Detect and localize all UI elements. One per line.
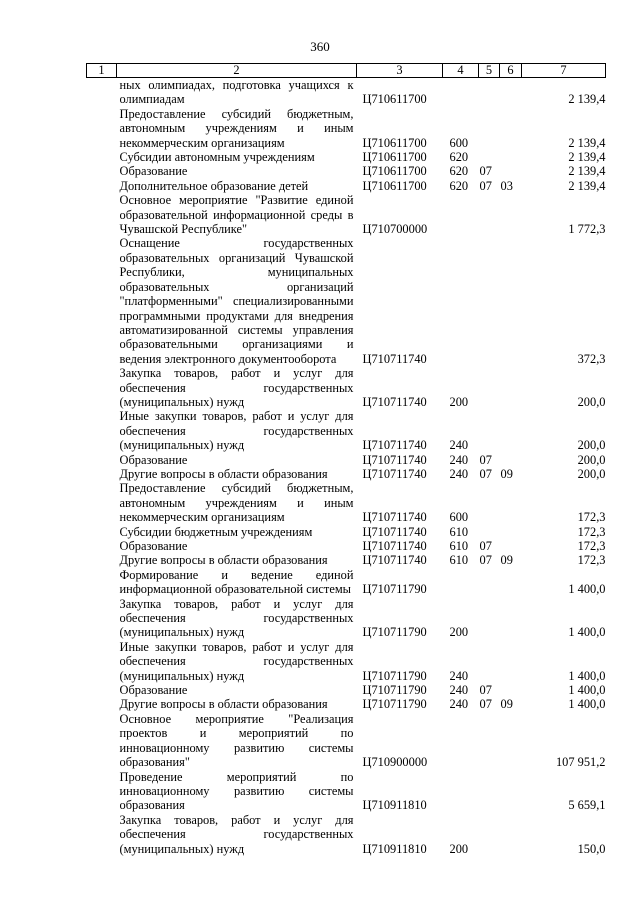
- row-name: Формирование и ведение единой информационной образовательной системы: [119, 567, 354, 597]
- row-section: [479, 525, 500, 539]
- row-number-cell: [87, 813, 117, 856]
- row-name: Основное мероприятие "Развитие единой образовательной информационной среды в Чувашской Республике": [119, 193, 354, 237]
- row-number-cell: [87, 409, 117, 452]
- row-name: Субсидии бюджетным учреждениям: [119, 524, 313, 539]
- row-code: Ц710611700: [362, 150, 427, 165]
- row-subsection: [500, 164, 522, 178]
- row-number-cell: [87, 770, 117, 813]
- row-name: Дополнительное образование детей: [119, 178, 309, 193]
- row-expense-type: 240: [449, 668, 469, 683]
- row-name: Иные закупки товаров, работ и услуг для обеспечения государственных (муниципальных) нужд: [119, 639, 354, 683]
- row-name: Проведение мероприятий по инновационному развитию системы образования: [119, 769, 354, 813]
- row-expense-type: 610: [449, 539, 469, 553]
- row-number-cell: [87, 107, 117, 150]
- row-number-cell: [87, 366, 117, 409]
- row-amount: 200,0: [577, 394, 606, 409]
- row-name: Закупка товаров, работ и услуг для обеспечения государственных (муниципальных) нужд: [119, 596, 354, 640]
- row-section: [479, 481, 500, 524]
- row-subsection: [500, 568, 522, 597]
- column-header: 1: [87, 64, 117, 78]
- column-header: 4: [443, 64, 479, 78]
- column-number-header: [87, 64, 606, 78]
- row-section: [479, 366, 500, 409]
- row-section: [479, 193, 500, 236]
- row-code: Ц710711790: [362, 582, 427, 597]
- table-row: [87, 539, 606, 553]
- row-amount: 107 951,2: [555, 755, 606, 770]
- row-amount: 172,3: [577, 539, 606, 553]
- row-expense-type: [443, 78, 479, 107]
- row-amount: 200,0: [577, 452, 606, 467]
- row-number-cell: [87, 712, 117, 770]
- row-name: Образование: [119, 683, 188, 698]
- row-expense-type: 240: [449, 452, 469, 467]
- row-expense-type: [443, 568, 479, 597]
- row-name: Другие вопросы в области образования: [119, 466, 328, 481]
- row-amount: 200,0: [577, 438, 606, 453]
- row-code: Ц710900000: [362, 755, 428, 770]
- row-expense-type: 240: [449, 683, 469, 698]
- row-expense-type: 600: [449, 510, 469, 525]
- row-section: [479, 150, 500, 164]
- row-subsection: [500, 640, 522, 683]
- row-amount: 2 139,4: [568, 164, 606, 179]
- row-subsection: [500, 770, 522, 813]
- row-amount: 200,0: [577, 466, 606, 481]
- table-row: [87, 697, 606, 711]
- table-row: [87, 525, 606, 539]
- row-code: Ц710611700: [362, 135, 427, 150]
- row-number-cell: [87, 236, 117, 366]
- row-subsection: 09: [500, 697, 513, 712]
- row-code: Ц710711740: [362, 510, 427, 525]
- table-row: [87, 150, 606, 164]
- row-amount: 2 139,4: [568, 178, 606, 193]
- row-expense-type: [443, 770, 479, 813]
- row-expense-type: [443, 712, 479, 770]
- row-subsection: [500, 813, 522, 856]
- table-row: [87, 107, 606, 150]
- row-code: Ц710711740: [362, 438, 427, 453]
- row-name: Иные закупки товаров, работ и услуг для обеспечения государственных (муниципальных) нужд: [119, 409, 354, 453]
- row-number-cell: [87, 568, 117, 597]
- row-name: Другие вопросы в области образования: [119, 553, 328, 568]
- row-section: 07: [479, 452, 492, 467]
- row-amount: 1 400,0: [568, 625, 606, 640]
- row-code: Ц710611700: [362, 92, 427, 107]
- table-row: [87, 193, 606, 236]
- row-code: Ц710711740: [362, 452, 427, 467]
- row-code: Ц710611700: [362, 178, 427, 193]
- row-subsection: [500, 712, 522, 770]
- row-expense-type: 240: [449, 466, 469, 481]
- row-number-cell: [87, 150, 117, 164]
- row-expense-type: [443, 193, 479, 236]
- table-row: [87, 813, 606, 856]
- column-header: 5: [479, 64, 500, 78]
- row-subsection: [500, 409, 522, 452]
- row-subsection: [500, 525, 522, 539]
- row-name: Другие вопросы в области образования: [119, 697, 328, 712]
- table-row: [87, 236, 606, 366]
- row-number-cell: [87, 164, 117, 178]
- row-amount: 372,3: [577, 351, 606, 366]
- row-expense-type: 240: [449, 438, 469, 453]
- row-code: Ц710711790: [362, 683, 427, 698]
- row-number-cell: [87, 525, 117, 539]
- row-section: 07: [479, 178, 492, 193]
- row-code: Ц710711790: [362, 697, 427, 712]
- row-number-cell: [87, 539, 117, 553]
- table-row: [87, 164, 606, 178]
- table-row: [87, 597, 606, 640]
- row-amount: 150,0: [577, 841, 606, 856]
- table-row: [87, 481, 606, 524]
- row-section: 07: [479, 466, 492, 481]
- row-expense-type: 200: [449, 394, 469, 409]
- row-section: [479, 712, 500, 770]
- table-row: [87, 712, 606, 770]
- row-amount: 172,3: [577, 524, 606, 539]
- row-subsection: [500, 78, 522, 107]
- row-number-cell: [87, 78, 117, 107]
- row-expense-type: 200: [449, 841, 469, 856]
- row-subsection: [500, 107, 522, 150]
- page-number: 360: [310, 39, 330, 54]
- row-code: Ц710911810: [362, 798, 427, 813]
- row-code: Ц710711740: [362, 539, 427, 553]
- row-code: Ц710711790: [362, 625, 427, 640]
- row-subsection: [500, 150, 522, 164]
- row-amount: 1 400,0: [568, 683, 606, 698]
- row-name: Образование: [119, 539, 188, 553]
- row-name: Образование: [119, 452, 188, 467]
- table-row: [87, 770, 606, 813]
- table-row: [87, 467, 606, 481]
- row-amount: 5 659,1: [568, 798, 606, 813]
- row-section: 07: [479, 697, 492, 712]
- row-name: Основное мероприятие "Реализация проектов и мероприятий по инновационному развитию системы образования": [119, 711, 354, 770]
- row-name: Субсидии автономным учреждениям: [119, 150, 315, 165]
- table-row: [87, 179, 606, 193]
- row-amount: 1 772,3: [568, 222, 606, 237]
- row-subsection: [500, 453, 522, 467]
- row-amount: 1 400,0: [568, 697, 606, 712]
- table-row: [87, 366, 606, 409]
- row-amount: 2 139,4: [568, 135, 606, 150]
- row-number-cell: [87, 597, 117, 640]
- row-name: Закупка товаров, работ и услуг для обеспечения государственных (муниципальных) нужд: [119, 812, 354, 856]
- table-row: [87, 409, 606, 452]
- row-name: Предоставление субсидий бюджетным, автономным учреждениям и иным некоммерческим организациям: [119, 481, 354, 525]
- table-row: [87, 453, 606, 467]
- row-subsection: [500, 236, 522, 366]
- row-expense-type: [443, 236, 479, 366]
- row-subsection: 03: [500, 178, 513, 193]
- row-code: Ц710611700: [362, 164, 427, 179]
- row-name: ных олимпиадах, подготовка учащихся к олимпиадам: [119, 78, 354, 107]
- row-subsection: [500, 683, 522, 697]
- row-number-cell: [87, 683, 117, 697]
- row-code: Ц710711740: [362, 466, 427, 481]
- row-section: 07: [479, 164, 492, 179]
- row-section: [479, 78, 500, 107]
- row-number-cell: [87, 640, 117, 683]
- row-number-cell: [87, 467, 117, 481]
- table-row: [87, 78, 606, 107]
- row-section: 07: [479, 683, 492, 698]
- row-subsection: [500, 193, 522, 236]
- row-code: Ц710911810: [362, 841, 427, 856]
- row-section: [479, 107, 500, 150]
- row-number-cell: [87, 697, 117, 711]
- row-section: [479, 236, 500, 366]
- row-number-cell: [87, 193, 117, 236]
- row-number-cell: [87, 553, 117, 567]
- row-name: Закупка товаров, работ и услуг для обеспечения государственных (муниципальных) нужд: [119, 366, 354, 409]
- budget-table: [86, 63, 606, 856]
- row-expense-type: 620: [449, 150, 469, 165]
- row-expense-type: 610: [449, 524, 469, 539]
- row-expense-type: 600: [449, 135, 469, 150]
- table-row: [87, 683, 606, 697]
- row-name: Образование: [119, 164, 188, 179]
- table-row: [87, 640, 606, 683]
- row-expense-type: 620: [449, 178, 469, 193]
- row-code: Ц710711740: [362, 394, 427, 409]
- row-section: [479, 597, 500, 640]
- row-amount: 1 400,0: [568, 582, 606, 597]
- row-amount: 2 139,4: [568, 150, 606, 165]
- row-subsection: [500, 539, 522, 553]
- column-header: 3: [357, 64, 443, 78]
- row-expense-type: 610: [449, 553, 469, 568]
- table-row: [87, 553, 606, 567]
- row-subsection: [500, 366, 522, 409]
- row-section: [479, 409, 500, 452]
- row-amount: 1 400,0: [568, 668, 606, 683]
- row-section: [479, 640, 500, 683]
- row-subsection: 09: [500, 466, 513, 481]
- column-header: 2: [117, 64, 357, 78]
- row-section: 07: [479, 539, 492, 553]
- row-section: [479, 568, 500, 597]
- row-subsection: 09: [500, 553, 513, 568]
- row-expense-type: 240: [449, 697, 469, 712]
- row-subsection: [500, 597, 522, 640]
- row-expense-type: 620: [449, 164, 469, 179]
- row-code: Ц710711740: [362, 553, 427, 568]
- row-name: Оснащение государственных образовательных организаций Чувашской Республики, муниципальных образовательных организаций "платформенными" специализированными программными продуктами для внедрения автоматизированной системы управления образовательными организациями и ведения электронного документооборота: [119, 236, 354, 366]
- row-number-cell: [87, 179, 117, 193]
- row-amount: 172,3: [577, 510, 606, 525]
- row-section: [479, 813, 500, 856]
- row-section: 07: [479, 553, 492, 568]
- row-code: Ц710711790: [362, 668, 427, 683]
- row-name: Предоставление субсидий бюджетным, автономным учреждениям и иным некоммерческим организациям: [119, 106, 354, 150]
- row-section: [479, 770, 500, 813]
- row-amount: 172,3: [577, 553, 606, 568]
- table-row: [87, 568, 606, 597]
- row-subsection: [500, 481, 522, 524]
- row-code: Ц710700000: [362, 222, 428, 237]
- row-expense-type: 200: [449, 625, 469, 640]
- row-number-cell: [87, 453, 117, 467]
- row-number-cell: [87, 481, 117, 524]
- column-header: 7: [522, 64, 606, 78]
- row-code: Ц710711740: [362, 524, 427, 539]
- row-code: Ц710711740: [362, 351, 427, 366]
- column-header: 6: [500, 64, 522, 78]
- row-amount: 2 139,4: [568, 92, 606, 107]
